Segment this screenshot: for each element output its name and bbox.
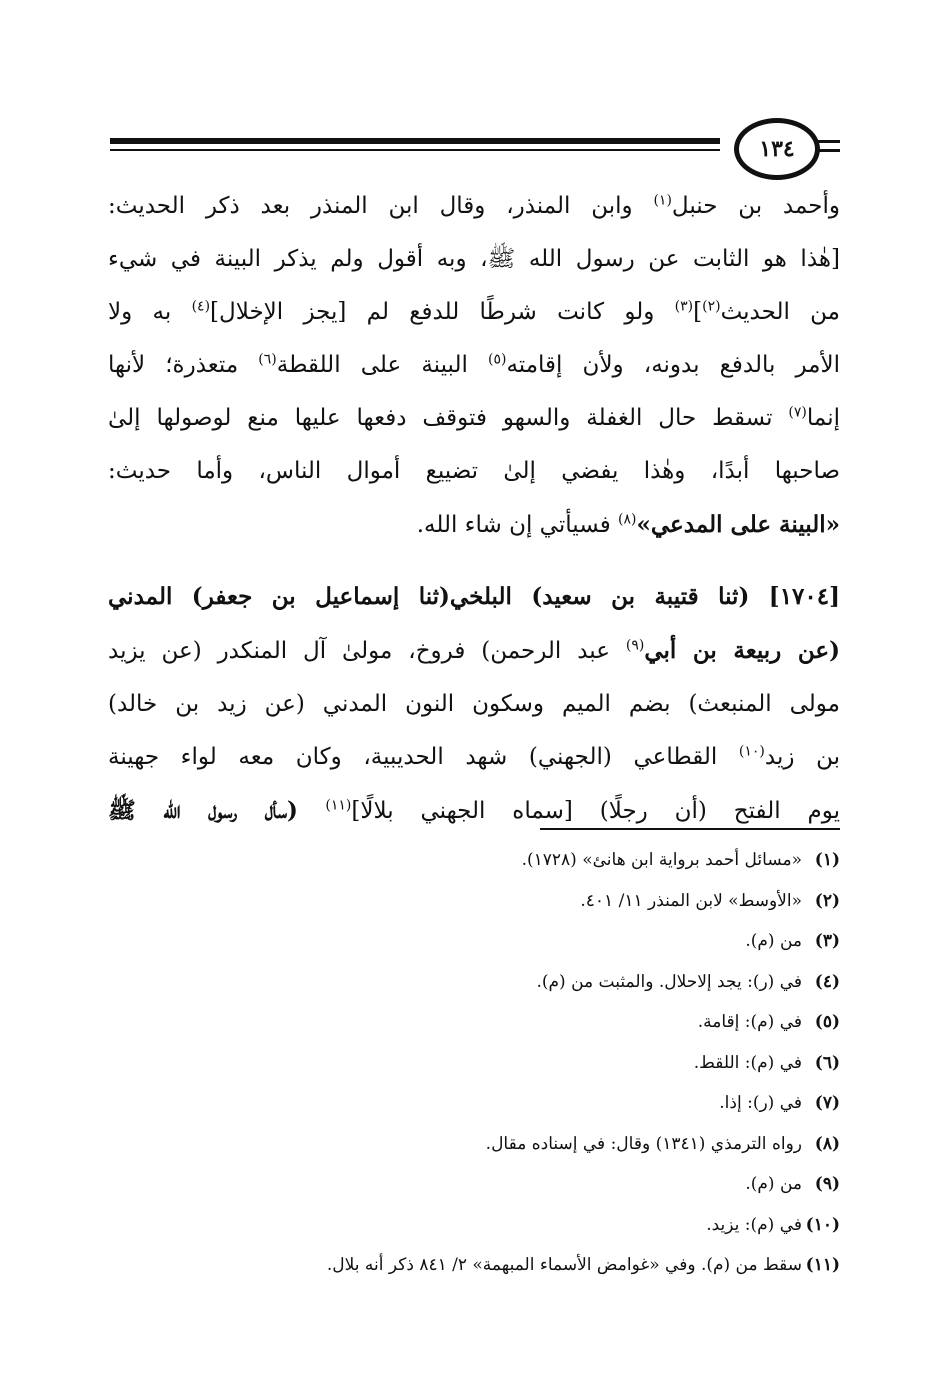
footnote-item bbox=[108, 921, 840, 962]
text-line: الأمر بالدفع بدونه، ولأن إقامته$^{(٥)}$ البينة على اللقطة$^{(٦)}$ متعذرة؛ لأنها bbox=[108, 351, 840, 378]
footnote-number: (٦) bbox=[814, 1052, 840, 1073]
footnote-ref[interactable]: (١١) bbox=[325, 797, 352, 814]
footnote-number: (٥) bbox=[814, 1012, 840, 1032]
footnote-text: في (م): إقامة. bbox=[697, 1012, 802, 1032]
footnote-item bbox=[108, 881, 840, 922]
footnote-text: من (م). bbox=[745, 1174, 802, 1194]
footnote-ref[interactable]: (١) bbox=[653, 192, 672, 209]
footnote-text: في (م): يزيد. bbox=[706, 1214, 802, 1235]
text-line: مولى المنبعث) بضم الميم وسكون النون المدني (عن زيد بن خالد) bbox=[108, 691, 840, 717]
header-rule-right-top bbox=[816, 140, 840, 143]
footnote-item bbox=[108, 1043, 840, 1084]
footnote-text: «الأوسط» لابن المنذر ١١/ ٤٠١. bbox=[580, 890, 802, 911]
text-line: بن زيد$^{(١٠)}$ القطاعي (الجهني) شهد الحديبية، وكان معه لواء جهينة bbox=[108, 743, 840, 770]
footnote-item bbox=[108, 1205, 840, 1246]
text-line: (عن ربيعة بن أبي$^{(٩)}$ عبد الرحمن) فروخ، مولىٰ آل المنكدر (عن يزيد bbox=[108, 637, 840, 664]
footnote-number: (٩) bbox=[814, 1174, 840, 1194]
footnote-ref[interactable]: (٣) bbox=[674, 298, 694, 315]
footnote-number: (٣) bbox=[814, 931, 840, 951]
footnote-item bbox=[108, 1002, 840, 1043]
footnote-number: (١٠) bbox=[805, 1214, 840, 1235]
main-text bbox=[108, 180, 840, 838]
footnote-ref[interactable]: (٤) bbox=[191, 298, 211, 315]
text-line: يوم الفتح (أن رجلًا) [سماه الجهني بلالًا]$^{(١١)}$ (سأل رسول الله ﷺ bbox=[108, 797, 840, 824]
text-line: من الحديث$^{(٢)}$]$^{(٣)}$ ولو كانت شرطًا للدفع لم [يجز الإخلال]$^{(٤)}$ به ولا bbox=[108, 298, 840, 325]
header-rule-thin bbox=[110, 149, 720, 151]
footnote-item bbox=[108, 1083, 840, 1124]
footnote-item bbox=[108, 1164, 840, 1205]
paragraph-hadith bbox=[108, 570, 840, 838]
footnote-text: رواه الترمذي (١٣٤١) وقال: في إسناده مقال. bbox=[485, 1133, 802, 1154]
text-line: [١٧٠٤] (ثنا قتيبة بن سعيد) البلخي(ثنا إسماعيل بن جعفر) المدني bbox=[108, 583, 840, 610]
footnotes bbox=[108, 840, 840, 1286]
footnote-item bbox=[108, 840, 840, 881]
page-number-badge bbox=[734, 118, 820, 180]
footnote-number: (١) bbox=[814, 850, 840, 870]
footnote-ref[interactable]: (١٠) bbox=[738, 743, 765, 760]
footnote-text: في (ر): يجد إلاحلال. والمثبت من (م). bbox=[536, 971, 802, 992]
footnote-number: (٧) bbox=[814, 1093, 840, 1113]
footnote-ref[interactable]: (٦) bbox=[258, 351, 277, 368]
footnote-ref[interactable]: (٢) bbox=[702, 298, 721, 315]
footnote-item bbox=[108, 1124, 840, 1165]
page-number: ١٣٤ bbox=[759, 136, 795, 162]
footnote-ref[interactable]: (٧) bbox=[788, 404, 807, 421]
header-rule-thick bbox=[110, 138, 720, 144]
footnote-text: في (ر): إذا. bbox=[719, 1093, 802, 1113]
footnote-text: من (م). bbox=[745, 931, 802, 951]
footnote-ref[interactable]: (٨) bbox=[618, 511, 637, 528]
footnote-ref[interactable]: (٥) bbox=[487, 351, 507, 368]
footnote-text: سقط من (م). وفي «غوامض الأسماء المبهمة» ٢/ ٨٤١ ذكر أنه بلال. bbox=[326, 1255, 802, 1275]
footnote-number: (٤) bbox=[814, 971, 840, 992]
text-line: صاحبها أبدًا، وهٰذا يفضي إلىٰ تضييع أموال الناس، وأما حديث: bbox=[108, 458, 840, 484]
footnote-text: «مسائل أحمد برواية ابن هانئ» (١٧٢٨). bbox=[521, 850, 802, 870]
footnote-number: (٨) bbox=[814, 1133, 840, 1154]
text-line: إنما$^{(٧)}$ تسقط حال الغفلة والسهو فتوقف دفعها عليها منع لوصولها إلىٰ bbox=[108, 404, 840, 431]
footnote-divider bbox=[540, 828, 840, 830]
footnote-ref[interactable]: (٩) bbox=[625, 637, 645, 654]
text-line: [هٰذا هو الثابت عن رسول الله ﷺ، وبه أقول ولم يذكر البينة في شيء bbox=[108, 246, 840, 272]
footnote-item bbox=[108, 962, 840, 1003]
text-line: «البينة على المدعي»$^{(٨)}$ فسيأتي إن شاء الله. bbox=[416, 511, 840, 538]
footnote-text: في (م): اللقط. bbox=[693, 1052, 802, 1073]
footnote-number: (١١) bbox=[805, 1255, 840, 1275]
footnote-number: (٢) bbox=[814, 890, 840, 911]
paragraph-commentary bbox=[108, 180, 840, 552]
text-line: وأحمد بن حنبل$^{(١)}$ وابن المنذر، وقال ابن المنذر بعد ذكر الحديث: bbox=[108, 192, 841, 219]
footnote-item bbox=[108, 1245, 840, 1286]
